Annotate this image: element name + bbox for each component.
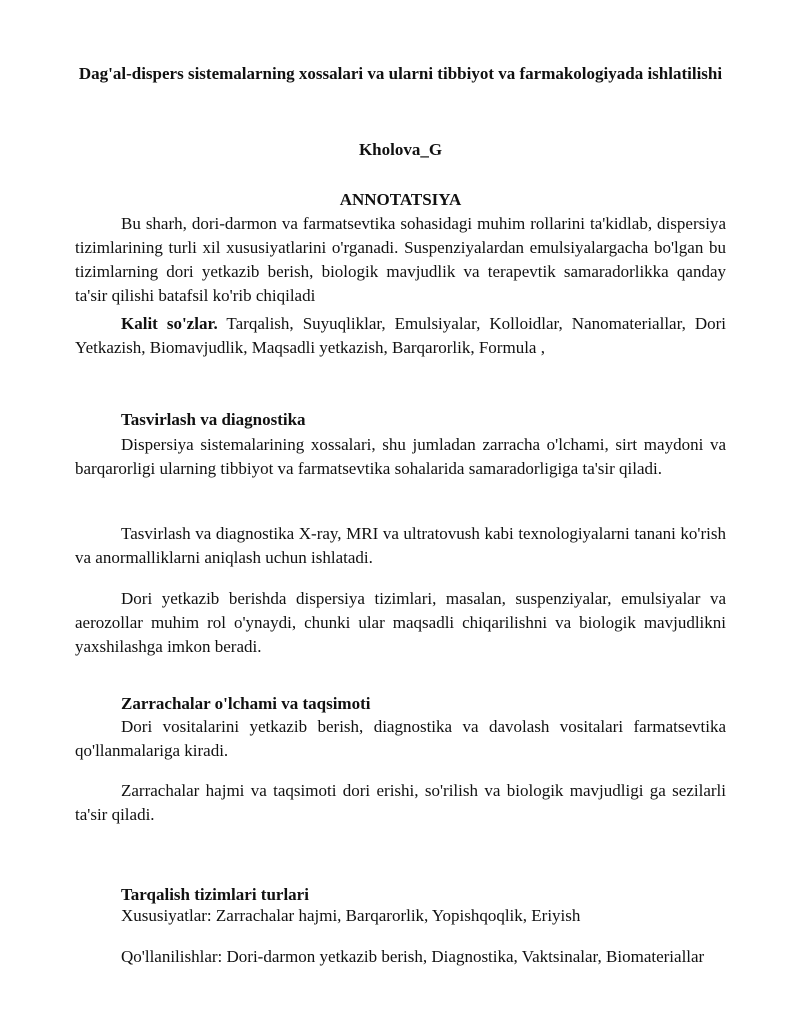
section-heading-dispersion-types: Tarqalish tizimlari turlari xyxy=(121,885,309,904)
keywords-text: Tarqalish, Suyuqliklar, Emulsiyalar, Kolloidlar, Nanomateriallar, Dori Yetkazish, Biomavjudlik, Maqsadli yetkazish, Barqarorlik, Formula , xyxy=(75,314,726,357)
section1-paragraph-3: Dori yetkazib berishda dispersiya tizimlari, masalan, suspenziyalar, emulsiyalar va aerozollar muhim rol o'ynaydi, chunki ular maqsadli chiqarilishni va biologik mavjudlikni yaxshilashga imkon beradi. xyxy=(75,589,726,656)
author-name: Kholova_G xyxy=(358,140,443,159)
keywords-label: Kalit so'zlar. xyxy=(121,314,218,333)
section-heading-particle-size: Zarrachalar o'lchami va taqsimoti xyxy=(121,694,371,713)
section3-paragraph-1: Xususiyatlar: Zarrachalar hajmi, Barqarorlik, Yopishqoqlik, Eriyish xyxy=(121,906,581,925)
section2-paragraph-1: Dori vositalarini yetkazib berish, diagnostika va davolash vositalari farmatsevtika qo'llanmalariga kiradi. xyxy=(75,717,726,760)
annotation-paragraph: Bu sharh, dori-darmon va farmatsevtika sohasidagi muhim rollarini ta'kidlab, dispersiya tizimlarining turli xil xususiyatlarini o'rganadi. Suspenziyalardan emulsiyalargacha bo'lgan bu tizimlarning dori yetkazib berish, biologik mavjudlik va terapevtik samaradorlikka qanday ta'sir qilishi batafsil ko'rib chiqiladi xyxy=(75,214,726,305)
keywords-paragraph xyxy=(75,312,726,360)
section2-paragraph-2: Zarrachalar hajmi va taqsimoti dori erishi, so'rilish va biologik mavjudligi ga sezilarli ta'sir qiladi. xyxy=(75,781,726,824)
document-title: Dag'al-dispers sistemalarning xossalari va ularni tibbiyot va farmakologiyada ishlatilishi xyxy=(78,64,723,83)
section-heading-imaging: Tasvirlash va diagnostika xyxy=(121,410,306,429)
annotation-heading: ANNOTATSIYA xyxy=(339,190,462,209)
section1-paragraph-1: Dispersiya sistemalarining xossalari, shu jumladan zarracha o'lchami, sirt maydoni va barqarorligi ularning tibbiyot va farmatsevtika sohalarida samaradorligiga ta'sir qiladi. xyxy=(75,435,726,478)
section3-paragraph-2: Qo'llanilishlar: Dori-darmon yetkazib berish, Diagnostika, Vaktsinalar, Biomateriallar xyxy=(121,947,705,966)
section1-paragraph-2: Tasvirlash va diagnostika X-ray, MRI va ultratovush kabi texnologiyalarni tanani ko'rish va anormalliklarni aniqlash uchun ishlatadi. xyxy=(75,524,726,567)
